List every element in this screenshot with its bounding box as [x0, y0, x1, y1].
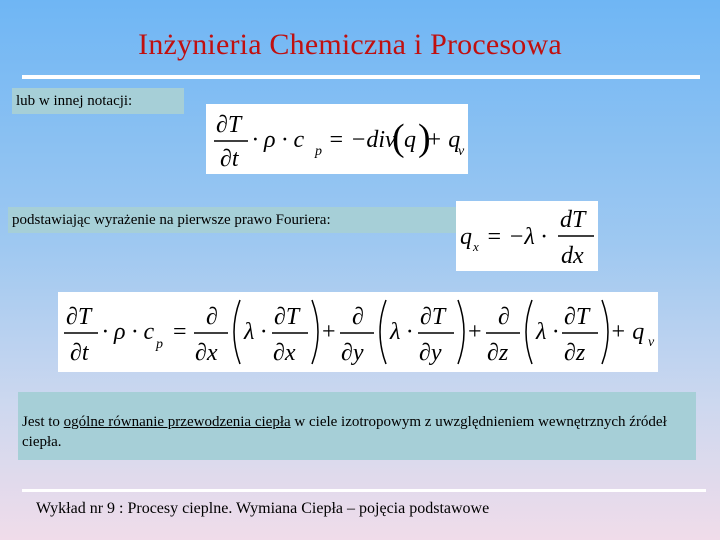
- note-text-before: Jest to: [22, 414, 64, 430]
- eq3-z-paren-open: [526, 300, 532, 364]
- eq3-z-d: ∂: [498, 304, 510, 330]
- eq3-x-dT: ∂T: [274, 304, 300, 330]
- eq3-x-paren-open: [234, 300, 240, 364]
- equation-energy-balance: [206, 104, 468, 174]
- eq3-lhs-denominator: ∂t: [70, 340, 89, 366]
- eq3-x-lambda: λ ·: [244, 319, 267, 345]
- eq2-minus-lambda: = −λ ·: [486, 224, 547, 250]
- eq3-y-dT: ∂T: [420, 304, 446, 330]
- eq2-numerator: dT: [560, 207, 586, 233]
- eq1-paren-open: (: [392, 117, 405, 159]
- eq3-sub-v: v: [648, 335, 655, 350]
- eq3-rho-cp: · ρ · c: [102, 319, 155, 345]
- eq3-plus-2: +: [468, 319, 482, 345]
- conclusion-note: [18, 392, 696, 460]
- notation-label: lub w innej notacji:: [12, 88, 184, 114]
- eq3-y-lambda: λ ·: [390, 319, 413, 345]
- eq2-sub-x: x: [473, 239, 479, 254]
- eq3-y-d: ∂: [352, 304, 364, 330]
- eq3-equals: =: [173, 319, 187, 345]
- eq2-denominator: dx: [561, 243, 584, 269]
- eq1-sub-v: v: [458, 144, 465, 159]
- eq1-rho-cp: · ρ · c: [252, 127, 305, 153]
- eq3-x-paren-close: [312, 300, 318, 364]
- eq3-sub-p: p: [156, 337, 163, 352]
- eq3-x-d: ∂: [206, 304, 218, 330]
- eq3-z-dz2: ∂z: [564, 340, 586, 366]
- equation-fourier-law: [456, 201, 598, 271]
- footer-divider: [22, 489, 706, 492]
- note-text-after: w ciele izotropowym z uwzględnieniem wewnętrznych źródeł ciepła.: [22, 414, 667, 450]
- note-emphasis: ogólne równanie przewodzenia ciepła: [63, 414, 291, 430]
- eq1-q: q: [404, 127, 416, 153]
- eq1-lhs-numerator: ∂T: [216, 112, 242, 138]
- eq3-y-dy2: ∂y: [419, 340, 442, 366]
- equation-heat-conduction: [58, 292, 658, 372]
- eq3-plus-1: +: [322, 319, 336, 345]
- eq3-z-lambda: λ ·: [536, 319, 559, 345]
- slide-title: Inżynieria Chemiczna i Procesowa: [138, 28, 562, 61]
- eq3-z-paren-close: [602, 300, 608, 364]
- eq3-plus-qv: + q: [610, 319, 645, 345]
- fourier-label: podstawiając wyrażenie na pierwsze prawo Fouriera:: [8, 207, 456, 233]
- eq3-x-dx: ∂x: [195, 340, 218, 366]
- eq3-lhs-numerator: ∂T: [66, 304, 92, 330]
- eq1-div: = −div: [328, 127, 396, 153]
- eq3-y-dy: ∂y: [341, 340, 364, 366]
- eq1-sub-p: p: [315, 144, 322, 159]
- eq1-lhs-denominator: ∂t: [220, 146, 239, 172]
- eq3-x-dx2: ∂x: [273, 340, 296, 366]
- eq3-y-paren-open: [380, 300, 386, 364]
- eq2-q: q: [460, 224, 472, 250]
- eq3-y-paren-close: [458, 300, 464, 364]
- eq3-z-dz: ∂z: [487, 340, 509, 366]
- eq1-plus-qv: + q: [426, 127, 461, 153]
- title-divider: [22, 75, 700, 79]
- slide-footer: Wykład nr 9 : Procesy cieplne. Wymiana Ciepła – pojęcia podstawowe: [36, 500, 490, 517]
- eq1-paren-close: ): [418, 117, 431, 159]
- eq3-z-dT: ∂T: [564, 304, 590, 330]
